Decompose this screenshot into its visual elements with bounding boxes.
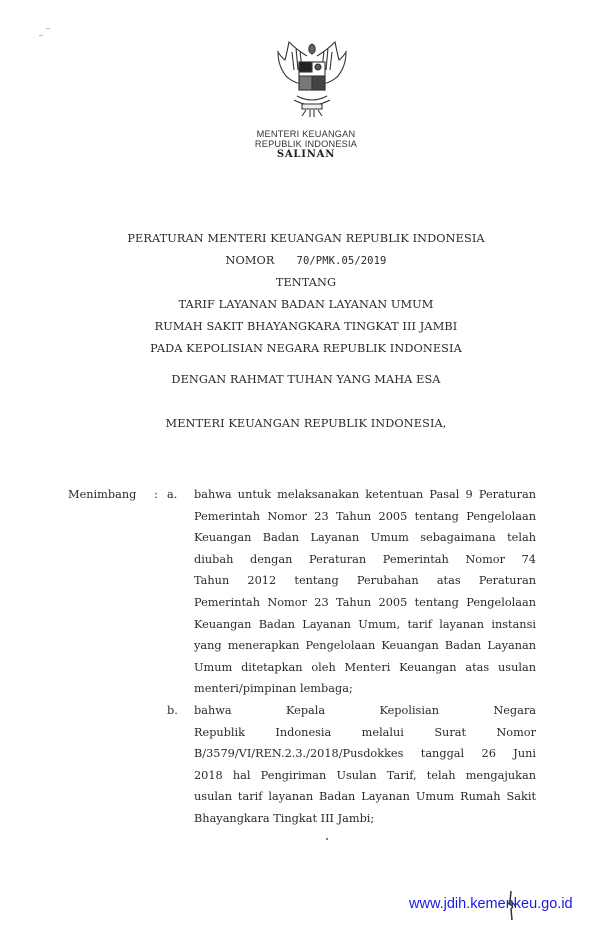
letterhead	[0, 129, 612, 160]
item-a-marker: a.	[167, 488, 178, 501]
item-b-line: bahwa Kepala Kepolisian Negara	[194, 704, 536, 717]
page-dot	[326, 838, 328, 840]
regulation-title: PERATURAN MENTERI KEUANGAN REPUBLIK INDONESIA	[127, 232, 485, 245]
item-a-line: yang menerapkan Pengelolaan Keuangan Badan Layanan	[194, 639, 536, 653]
item-b-line: B/3579/VI/REN.2.3./2018/Pusdokkes tanggal 26 Juni	[194, 747, 536, 761]
subject-line-3: PADA KEPOLISIAN NEGARA REPUBLIK INDONESIA	[150, 342, 462, 355]
item-a-line: Keuangan Badan Layanan Umum, tarif layanan instansi	[194, 617, 536, 631]
item-a-line: Pemerintah Nomor 23 Tahun 2005 tentang Pengelolaan	[194, 595, 536, 609]
nomor-label: NOMOR	[225, 254, 275, 267]
nomor-value: 70/PMK.05/2019	[296, 255, 387, 267]
scan-speck	[46, 28, 50, 29]
institution-line-1: MENTERI KEUANGAN	[256, 129, 356, 139]
item-b-line: 2018 hal Pengiriman Usulan Tarif, telah mengajukan	[194, 768, 536, 782]
item-a-line: Umum ditetapkan oleh Menteri Keuangan atas usulan	[194, 660, 536, 674]
item-a-line: Keuangan Badan Layanan Umum sebagaimana telah	[194, 531, 536, 545]
item-b-line: Republik Indonesia melalui Surat Nomor	[194, 725, 536, 739]
item-b-text	[194, 700, 536, 830]
garuda-emblem-icon	[272, 38, 352, 120]
subject-line-2: RUMAH SAKIT BHAYANGKARA TINGKAT III JAMBI	[154, 320, 458, 333]
institution-line-2: REPUBLIK INDONESIA	[254, 139, 358, 149]
item-a-line: diubah dengan Peraturan Pemerintah Nomor 74	[194, 552, 536, 566]
item-a-line: Tahun 2012 tentang Perubahan atas Peraturan	[194, 574, 536, 588]
item-a-line: menteri/pimpinan lembaga;	[194, 682, 353, 696]
menimbang-label: Menimbang	[68, 488, 137, 501]
copy-label: SALINAN	[276, 149, 336, 160]
authority: MENTERI KEUANGAN REPUBLIK INDONESIA,	[165, 417, 447, 430]
menimbang-colon: :	[154, 488, 158, 501]
item-b-line: Bhayangkara Tingkat III Jambi;	[194, 811, 375, 825]
item-b-line: usulan tarif layanan Badan Layanan Umum Rumah Sakit	[194, 790, 536, 804]
subject-line-1: TARIF LAYANAN BADAN LAYANAN UMUM	[178, 298, 434, 311]
tentang-label: TENTANG	[275, 276, 337, 289]
initial-signature-icon	[505, 890, 519, 922]
item-b-marker: b.	[167, 704, 178, 717]
jdih-link[interactable]: www.jdih.kemenkeu.go.id	[409, 896, 573, 912]
item-a-text	[194, 484, 536, 700]
invocation: DENGAN RAHMAT TUHAN YANG MAHA ESA	[171, 373, 441, 386]
item-a-line: bahwa untuk melaksanakan ketentuan Pasal 9 Peraturan	[194, 488, 536, 501]
regulation-number	[0, 254, 612, 267]
scan-speck	[39, 35, 43, 36]
item-a-line: Pemerintah Nomor 23 Tahun 2005 tentang Pengelolaan	[194, 509, 536, 523]
